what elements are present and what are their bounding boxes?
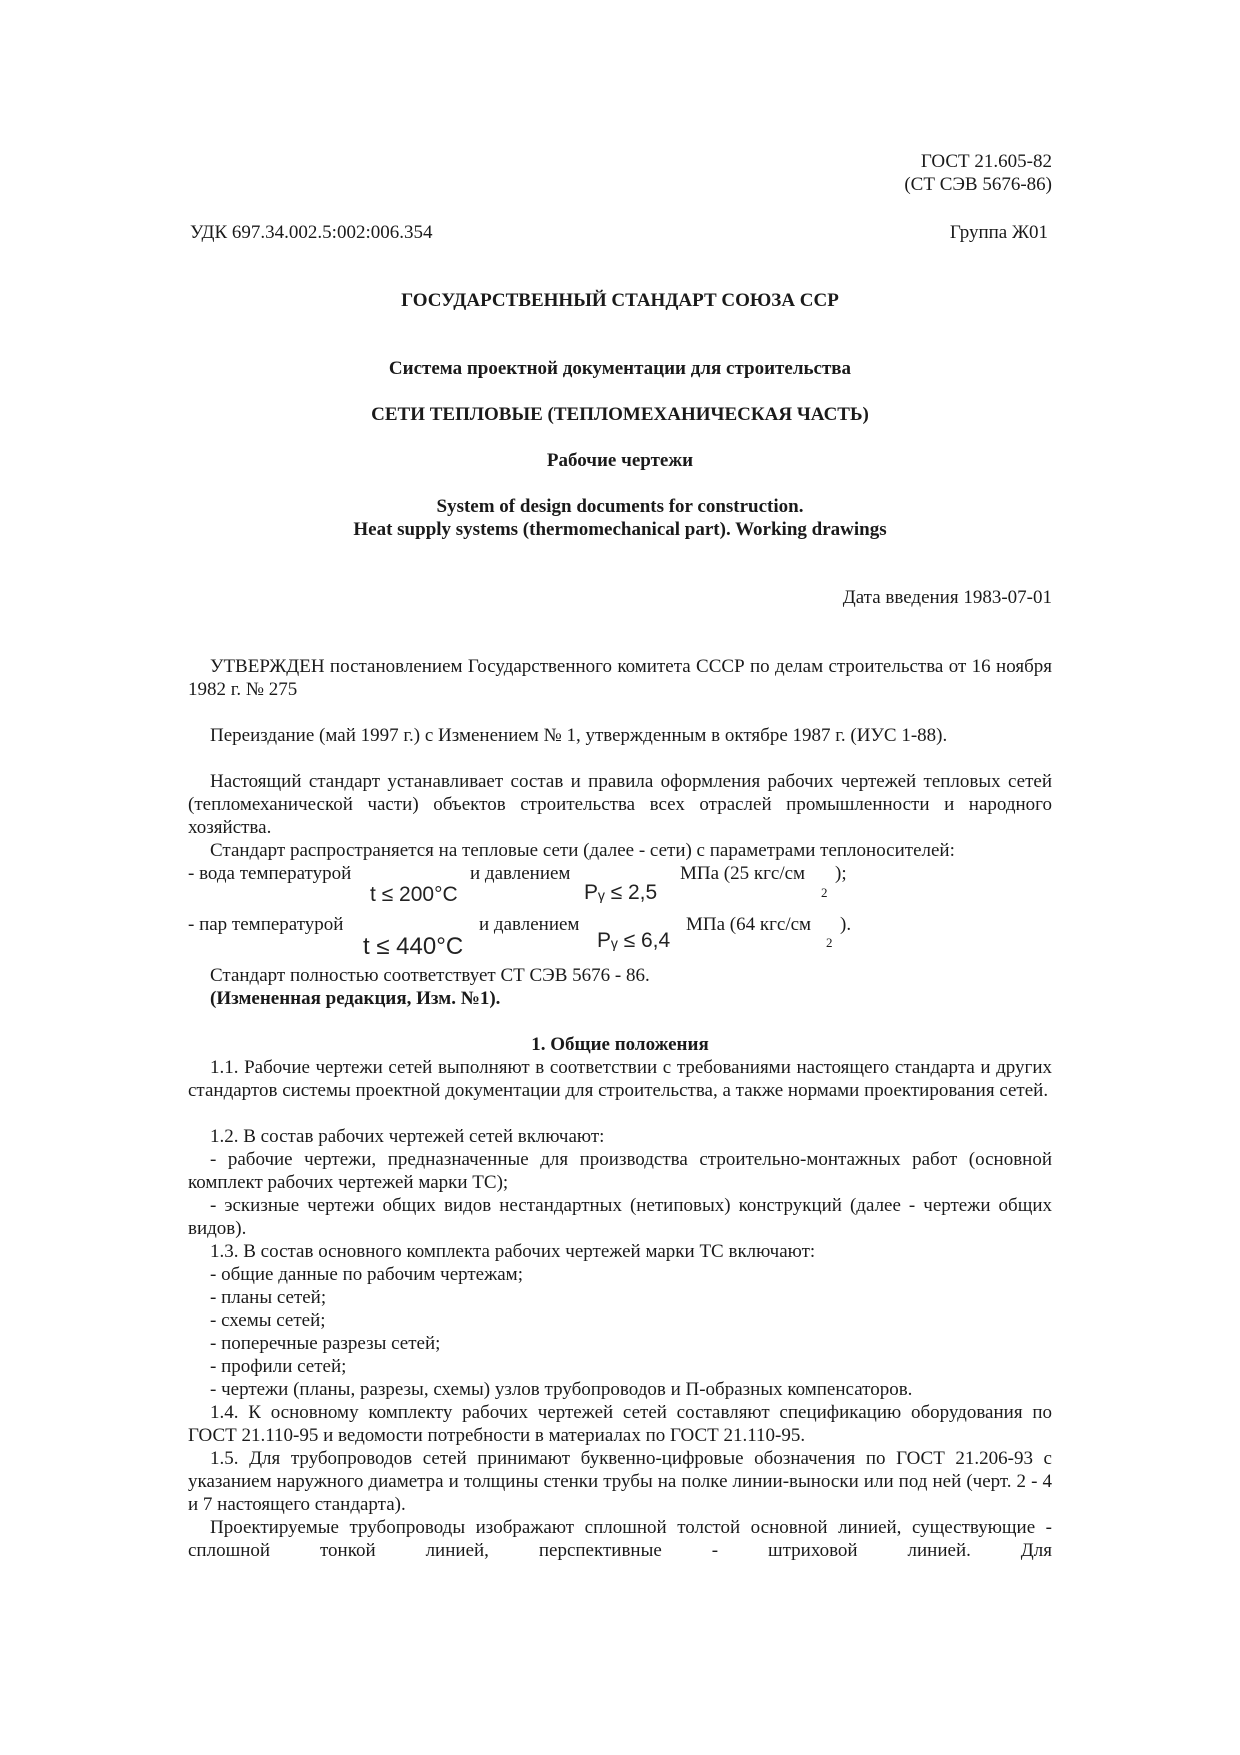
gost-number: ГОСТ 21.605-82 [920, 151, 1052, 172]
classification-group: Группа Ж01 [949, 222, 1048, 243]
clause-1-4: 1.4. К основному комплекту рабочих чертежей сетей составляют спецификацию оборудования по ГОСТ 21.110-95 и ведомости потребности в материалах по ГОСТ 21.110-95. [188, 1402, 1052, 1446]
udk-code: УДК 697.34.002.5:002:006.354 [190, 222, 433, 243]
approval-paragraph: УТВЕРЖДЕН постановлением Государственного комитета СССР по делам строительства от 16 ноября 1982 г. № 275 [188, 656, 1052, 700]
steam-superscript: 2 [826, 935, 833, 950]
steam-mpa: МПа (64 кгс/см [686, 914, 812, 935]
st-sev-number: (СТ СЭВ 5676-86) [904, 174, 1052, 195]
clause-1-3-item: - поперечные разрезы сетей; [210, 1333, 441, 1354]
state-standard-title: ГОСУДАРСТВЕННЫЙ СТАНДАРТ СОЮЗА ССР [401, 290, 839, 311]
water-pressure-formula: Pᵧ ≤ 2,5 [584, 881, 658, 904]
clause-1-3: 1.3. В состав основного комплекта рабочих чертежей марки ТС включают: [210, 1241, 816, 1262]
clause-1-1: 1.1. Рабочие чертежи сетей выполняют в соответствии с требованиями настоящего стандарта и других стандартов системы проектной документации для строительства, а также нормами проектирования сетей. [188, 1057, 1052, 1101]
english-title-line2: Heat supply systems (thermomechanical part). Working drawings [353, 519, 887, 540]
subtitle: Рабочие чертежи [546, 450, 694, 471]
reissue-paragraph: Переиздание (май 1997 г.) с Изменением № 1, утвержденным в октябре 1987 г. (ИУС 1-88). [210, 725, 948, 746]
conformity-statement: Стандарт полностью соответствует СТ СЭВ 5676 - 86. [210, 965, 650, 986]
clause-1-3-item: - планы сетей; [210, 1287, 327, 1308]
clause-1-2: 1.2. В состав рабочих чертежей сетей включают: [210, 1126, 605, 1147]
english-title-line1: System of design documents for construction. [436, 496, 804, 517]
water-temperature-formula: t ≤ 200°C [370, 883, 458, 906]
section-1-heading: 1. Общие положения [531, 1034, 709, 1055]
clause-1-3-item: - схемы сетей; [210, 1310, 326, 1331]
clause-1-3-item: - профили сетей; [210, 1356, 347, 1377]
water-and-pressure: и давлением [470, 863, 571, 884]
scope-parameters-paragraph: Стандарт распространяется на тепловые сети (далее - сети) с параметрами теплоносителей: [210, 840, 955, 861]
clause-1-5-continuation: Проектируемые трубопроводы изображают сплошной толстой основной линией, существующие - сплошной тонкой линией, перспективные - штриховой линией. Для [188, 1517, 1052, 1561]
amended-note: (Измененная редакция, Изм. №1). [210, 988, 501, 1009]
steam-label: - пар температурой [188, 914, 344, 935]
steam-temperature-formula: t ≤ 440°C [363, 933, 464, 960]
water-label: - вода температурой [188, 863, 352, 884]
steam-close: ). [840, 914, 852, 935]
clause-1-3-item: - общие данные по рабочим чертежам; [210, 1264, 523, 1285]
clause-1-2-item-b: - эскизные чертежи общих видов нестандартных (нетиповых) конструкций (далее - чертежи общих видов). [188, 1195, 1052, 1239]
scope-paragraph: Настоящий стандарт устанавливает состав и правила оформления рабочих чертежей тепловых сетей (тепломеханической части) объектов строительства всех отраслей промышленности и народного хозяйства. [188, 771, 1052, 838]
water-close: ); [835, 863, 847, 884]
introduction-date: Дата введения 1983-07-01 [842, 587, 1052, 608]
steam-pressure-formula: Pᵧ ≤ 6,4 [597, 929, 671, 952]
water-superscript: 2 [821, 885, 828, 900]
clause-1-2-item-a: - рабочие чертежи, предназначенные для производства строительно-монтажных работ (основной комплект рабочих чертежей марки ТС); [188, 1149, 1052, 1193]
water-mpa: МПа (25 кгс/см [680, 863, 806, 884]
clause-1-3-item: - чертежи (планы, разрезы, схемы) узлов трубопроводов и П-образных компенсаторов. [210, 1379, 913, 1400]
system-title: Система проектной документации для строительства [388, 358, 852, 379]
subject-title: СЕТИ ТЕПЛОВЫЕ (ТЕПЛОМЕХАНИЧЕСКАЯ ЧАСТЬ) [371, 404, 869, 425]
clause-1-5: 1.5. Для трубопроводов сетей принимают буквенно-цифровые обозначения по ГОСТ 21.206-93 с указанием наружного диаметра и толщины стенки трубы на полке линии-выноски или под ней (черт. 2 - 4 и 7 настоящего стандарта). [188, 1448, 1052, 1515]
steam-and-pressure: и давлением [479, 914, 580, 935]
